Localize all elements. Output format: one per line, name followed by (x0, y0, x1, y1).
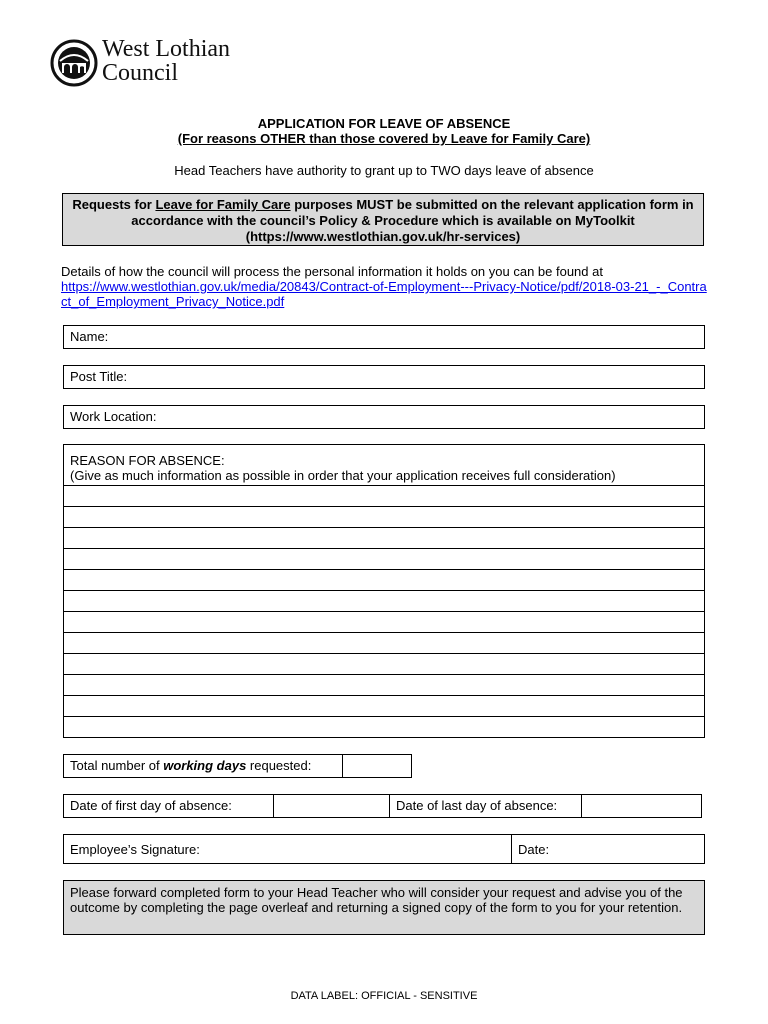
reason-field[interactable] (63, 444, 705, 738)
work-location-field[interactable] (63, 405, 705, 429)
reason-line (64, 716, 704, 717)
signature-input[interactable] (214, 835, 511, 863)
logo-line2: Council (102, 60, 178, 86)
working-days-input[interactable] (343, 755, 411, 777)
reason-line (64, 590, 704, 591)
signature-label: Employee’s Signature: (70, 842, 200, 857)
reason-line (64, 506, 704, 507)
form-title: APPLICATION FOR LEAVE OF ABSENCE (257, 116, 511, 131)
signature-row (63, 834, 705, 864)
family-care-notice: Requests for Leave for Family Care purposes MUST be submitted on the relevant application form in accordance with the council’s Policy & Procedure which is available on MyToolkit (https://www.westlothian.gov.uk/hr-services) (62, 193, 704, 246)
data-label-footer: DATA LABEL: OFFICIAL - SENSITIVE (290, 990, 478, 1002)
family-care-text: Leave for Family Care (155, 197, 291, 212)
post-title-label: Post Title: (70, 369, 128, 384)
forward-notice: Please forward completed form to your Head Teacher who will consider your request and advise you of the outcome by completing the page overleaf and returning a signed copy of the form to you for your retention. (63, 880, 705, 935)
reason-line (64, 695, 704, 696)
reason-line (64, 611, 704, 612)
reason-line (64, 632, 704, 633)
privacy-notice-link[interactable]: https://www.westlothian.gov.uk/media/20843/Contract-of-Employment---Privacy-Notice/pdf/2018-03-21_-_Contract_of_Employment_Privacy_Notice.pdf (61, 279, 707, 309)
logo-line1: West Lothian (102, 36, 231, 62)
first-day-label: Date of first day of absence: (70, 798, 232, 813)
last-day-label: Date of last day of absence: (396, 798, 558, 813)
date-label: Date: (518, 842, 550, 857)
reason-line (64, 485, 704, 486)
date-input[interactable] (554, 835, 704, 863)
first-day-input[interactable] (274, 795, 389, 817)
reason-line (64, 653, 704, 654)
reason-heading: REASON FOR ABSENCE: (70, 453, 225, 468)
name-label: Name: (70, 329, 109, 344)
post-title-field[interactable] (63, 365, 705, 389)
reason-line (64, 527, 704, 528)
reason-hint: (Give as much information as possible in order that your application receives full consideration) (70, 468, 616, 483)
authority-note: Head Teachers have authority to grant up to TWO days leave of absence (174, 163, 594, 178)
working-days-row (63, 754, 412, 778)
council-emblem-icon (50, 39, 98, 87)
work-location-label: Work Location: (70, 409, 157, 424)
reason-line (64, 569, 704, 570)
reason-line (64, 674, 704, 675)
reason-line (64, 548, 704, 549)
hr-services-url: (https://www.westlothian.gov.uk/hr-services) (245, 229, 521, 244)
last-day-input[interactable] (582, 795, 701, 817)
absence-dates-row (63, 794, 702, 818)
working-days-label: Total number of working days requested: (70, 758, 312, 773)
privacy-statement: Details of how the council will process the personal information it holds on you can be found at https://www.westlothian.gov.uk/media/20843/Contract-of-Employment---Privacy-Notice/pdf/2018-03-21_-_Contract_of_Employment_Privacy_Notice.pdf (61, 264, 707, 309)
council-logo (50, 37, 250, 91)
name-field[interactable] (63, 325, 705, 349)
form-subtitle: (For reasons OTHER than those covered by Leave for Family Care) (177, 131, 591, 146)
